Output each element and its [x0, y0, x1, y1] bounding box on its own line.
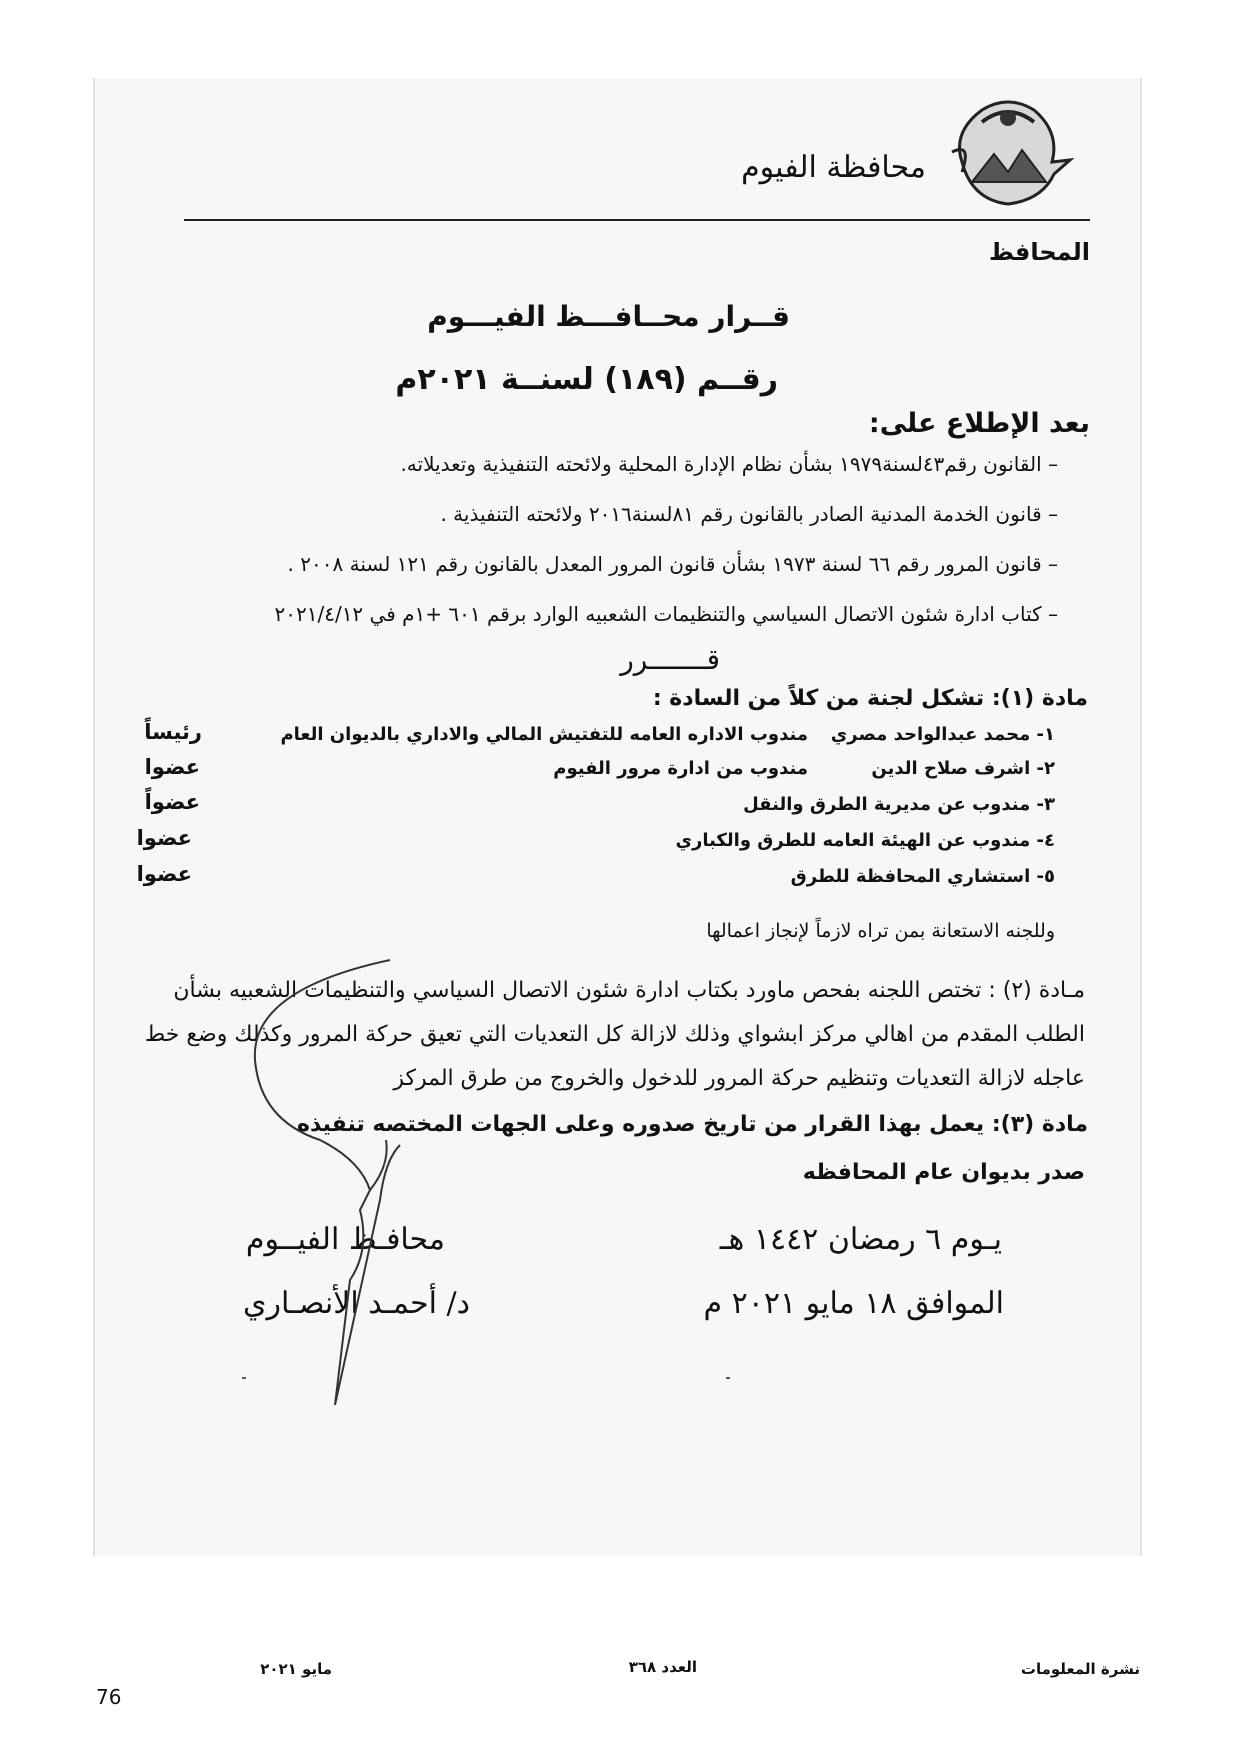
reference-item: – كتاب ادارة شئون الاتصال السياسي والتنظيمات الشعبيه الوارد برقم ٦٠١ +١م في ٢٠٢١/٤/١٢	[274, 602, 1058, 626]
committee-note: وللجنه الاستعانة بمن تراه لازماً لإنجاز اعمالها	[706, 920, 1055, 942]
signatory-title: محافـظ الفيــوم	[245, 1222, 445, 1257]
reference-item: – قانون الخدمة المدنية الصادر بالقانون رقم ٨١لسنة٢٠١٦ ولائحته التنفيذية .	[440, 502, 1058, 526]
member-name: ٣- مندوب عن مديرية الطرق والنقل	[743, 794, 1055, 815]
member-name: ٤- مندوب عن الهيئة العامه للطرق والكباري	[675, 830, 1055, 851]
member-role: رئيساً	[144, 720, 202, 744]
decided-heading: قـــــــرر	[620, 643, 720, 676]
member-role: عضوا	[136, 826, 192, 850]
page-number: 76	[96, 1685, 122, 1709]
scan-mark	[726, 1377, 730, 1379]
signatory-name: د/ أحمـد الأنصـاري	[242, 1286, 470, 1321]
member-name: ٥- استشاري المحافظة للطرق	[790, 866, 1055, 887]
preamble-heading: بعد الإطلاع على:	[868, 408, 1090, 439]
member-desc: مندوب من ادارة مرور الفيوم	[553, 758, 808, 779]
header-divider	[184, 219, 1090, 221]
hijri-date: يـوم ٦ رمضان ١٤٤٢ هـ	[719, 1222, 1002, 1257]
article-2-line: الطلب المقدم من اهالي مركز ابشواي وذلك لازالة كل التعديات التي تعيق حركة المرور وكذلك وضع خط	[144, 1022, 1085, 1047]
gregorian-date: الموافق ١٨ مايو ٢٠٢١ م	[703, 1286, 1004, 1321]
decree-number: رقــم (١٨٩) لسنــة ٢٠٢١م	[395, 362, 778, 397]
member-name: ١- محمد عبدالواحد مصري	[830, 724, 1055, 745]
article-2-line: مـادة (٢) : تختص اللجنه بفحص ماورد بكتاب ادارة شئون الاتصال السياسي والتنظيمات الشعبيه بشأن	[173, 978, 1085, 1003]
footer-issue: العدد ٣٦٨	[628, 1658, 697, 1676]
office-label: المحافظ	[988, 238, 1090, 266]
footer-month: مايو ٢٠٢١	[260, 1660, 332, 1678]
member-name: ٢- اشرف صلاح الدين	[871, 758, 1055, 779]
issued-line: صدر بديوان عام المحافظه	[802, 1160, 1085, 1185]
article-2-line: عاجله لازالة التعديات وتنظيم حركة المرور للدخول والخروج من طرق المركز	[393, 1066, 1085, 1091]
member-role: عضوا	[136, 862, 192, 886]
decree-title: قــرار محــافـــظ الفيـــوم	[427, 300, 790, 333]
governorate-name: محافظة الفيوم	[741, 150, 926, 185]
reference-item: – القانون رقم٤٣لسنة١٩٧٩ بشأن نظام الإدارة المحلية ولائحته التنفيذية وتعديلاته.	[400, 452, 1058, 476]
governorate-emblem-icon	[942, 92, 1074, 212]
reference-item: – قانون المرور رقم ٦٦ لسنة ١٩٧٣ بشأن قانون المرور المعدل بالقانون رقم ١٢١ لسنة ٢٠٠٨ .	[287, 552, 1058, 576]
member-role: عضوا	[144, 755, 200, 779]
article-3: مادة (٣): يعمل بهذا القرار من تاريخ صدوره وعلى الجهات المختصه تنفيذه	[296, 1112, 1088, 1137]
member-role: عضواً	[144, 790, 200, 814]
member-desc: مندوب الاداره العامه للتفتيش المالي والاداري بالديوان العام	[280, 724, 808, 745]
article-1-heading: مادة (١): تشكل لجنة من كلاً من السادة :	[652, 686, 1088, 711]
handwritten-signature-icon	[210, 950, 480, 1410]
footer-bulletin: نشرة المعلومات	[1020, 1660, 1140, 1678]
scan-mark	[242, 1377, 246, 1379]
